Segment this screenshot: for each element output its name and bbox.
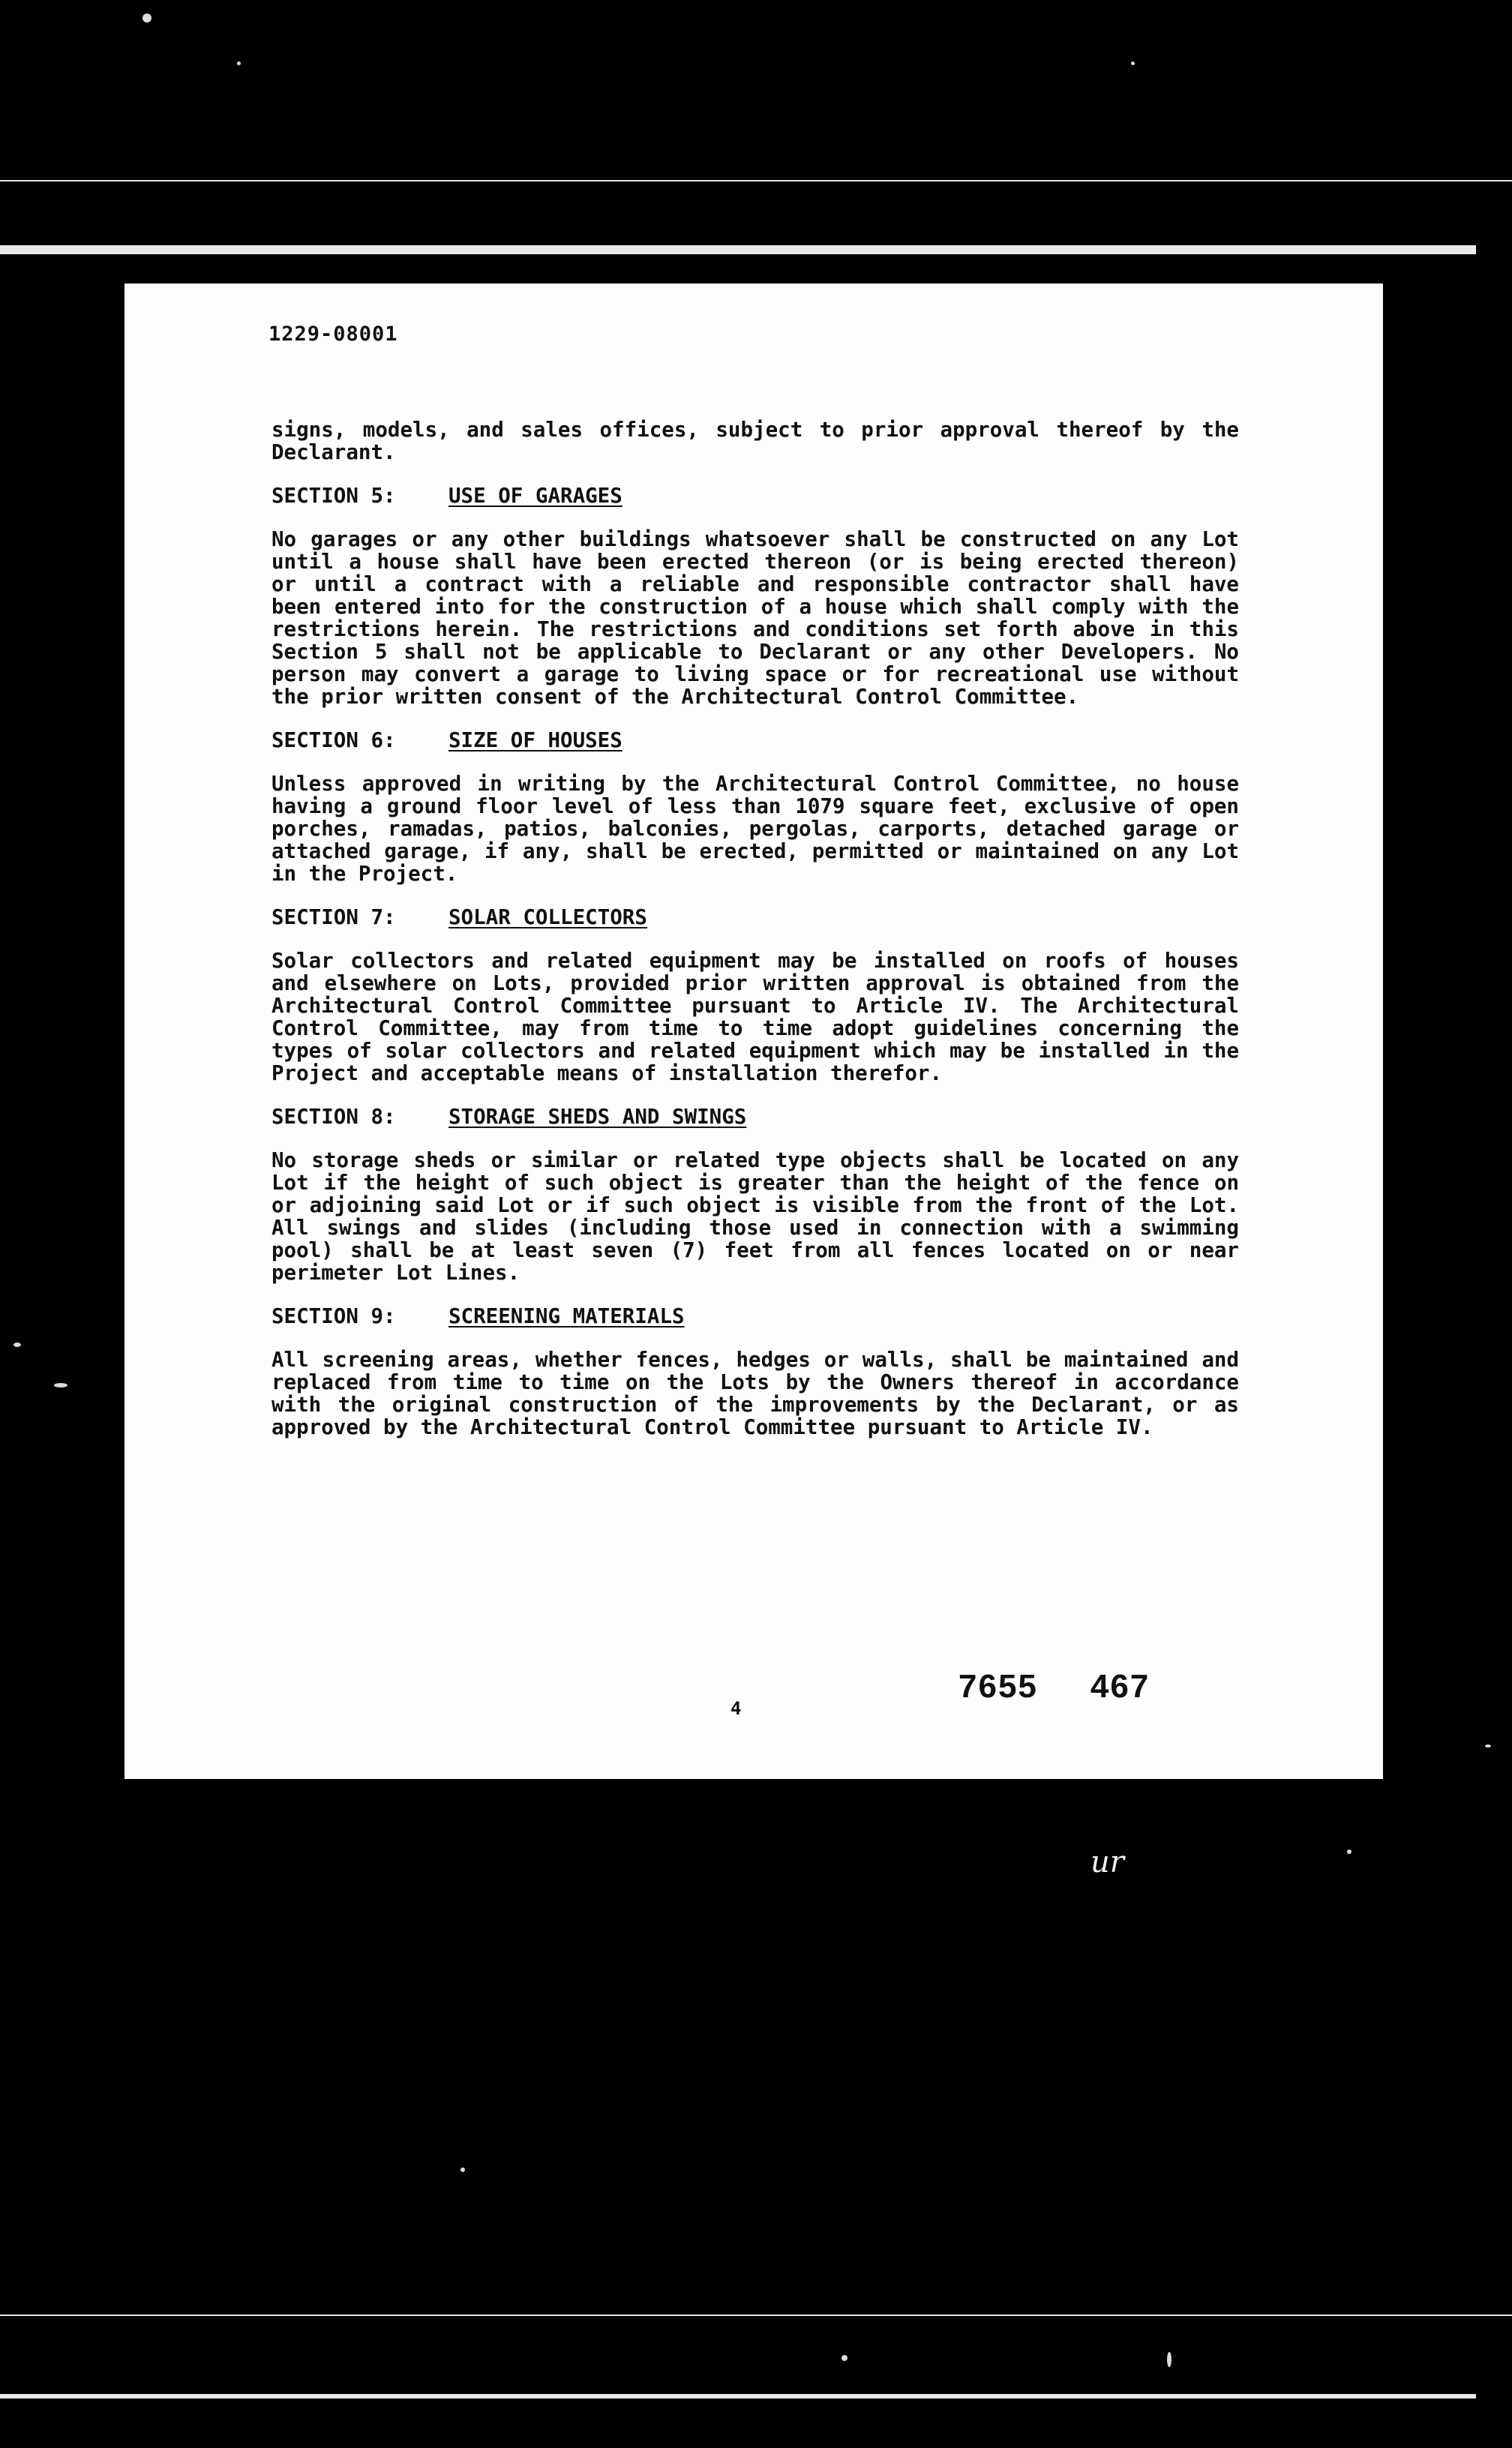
section-9-title: SCREENING MATERIALS	[448, 1304, 685, 1328]
section-8-title: STORAGE SHEDS AND SWINGS	[448, 1105, 747, 1129]
scan-speck	[1347, 1850, 1352, 1854]
scan-speck	[142, 14, 152, 22]
section-9-paragraph: All screening areas, whether fences, hedges or walls, shall be maintained and replaced from time to time on the Lots by the Owners thereof in accordance with the original construction of the improvements by the Declarant, or as approved by the Architectural Control Committee pursuant to Article IV.	[272, 1348, 1239, 1439]
section-6-heading	[272, 729, 1239, 752]
section-7-heading	[272, 906, 1239, 928]
section-9-number: SECTION 9:	[272, 1304, 396, 1328]
document-page	[124, 284, 1383, 1779]
section-5-paragraph: No garages or any other buildings whatsoever shall be constructed on any Lot until a house shall have been erected thereon (or is being erected thereon) or until a contract with a reliable and responsible contractor shall have been entered into for the construction of a house which shall comply with the restrictions herein. The restrictions and conditions set forth above in this Section 5 shall not be applicable to Declarant or any other Developers. No person may convert a garage to living space or for recreational use without the prior written consent of the Architectural Control Committee.	[272, 527, 1239, 709]
section-5-title: USE OF GARAGES	[448, 484, 622, 508]
stamped-reference-number	[958, 1668, 1150, 1706]
scan-border-top-dashed	[0, 180, 1512, 182]
section-5-heading	[272, 484, 1239, 507]
section-7-title: SOLAR COLLECTORS	[448, 905, 647, 929]
scan-speck	[1167, 2352, 1172, 2367]
scan-border-bottom-dashed	[0, 2314, 1512, 2316]
reference-number-book: 7655	[958, 1668, 1038, 1705]
scan-border-top	[0, 245, 1476, 254]
section-7-number: SECTION 7:	[272, 905, 396, 929]
intro-paragraph: signs, models, and sales offices, subject to prior approval thereof by the Declarant.	[272, 418, 1239, 464]
document-id: 1229-08001	[268, 322, 398, 346]
section-6-number: SECTION 6:	[272, 728, 396, 752]
section-8-number: SECTION 8:	[272, 1105, 396, 1129]
section-9-heading	[272, 1305, 1239, 1328]
section-8-heading	[272, 1106, 1239, 1128]
scan-speck	[237, 62, 241, 65]
page-number: 4	[730, 1698, 742, 1719]
scan-speck	[54, 1383, 68, 1388]
scan-speck	[1131, 62, 1135, 65]
scan-speck	[1485, 1744, 1491, 1748]
document-body	[272, 418, 1239, 1460]
handwritten-mark: ur	[1090, 1845, 1124, 1880]
reference-number-page: 467	[1090, 1668, 1150, 1705]
scan-border-bottom	[0, 2394, 1476, 2398]
section-8-paragraph: No storage sheds or similar or related type objects shall be located on any Lot if the height of such object is greater than the height of the fence on or adjoining said Lot or if such object is visible from the front of the Lot. All swings and slides (including those used in connection with a swimming pool) shall be at least seven (7) feet from all fences located on or near perimeter Lot Lines.	[272, 1148, 1239, 1285]
section-6-paragraph: Unless approved in writing by the Architectural Control Committee, no house having a ground floor level of less than 1079 square feet, exclusive of open porches, ramadas, patios, balconies, pergolas, carports, detached garage or attached garage, if any, shall be erected, permitted or maintained on any Lot in the Project.	[272, 772, 1239, 886]
scan-speck	[460, 2168, 465, 2172]
section-5-number: SECTION 5:	[272, 484, 396, 508]
scan-speck	[14, 1342, 21, 1347]
section-6-title: SIZE OF HOUSES	[448, 728, 622, 752]
section-7-paragraph: Solar collectors and related equipment may be installed on roofs of houses and elsewhere on Lots, provided prior written approval is obtained from the Architectural Control Committee pursuant to Article IV. The Architectural Control Committee, may from time to time adopt guidelines concerning the types of solar collectors and related equipment which may be installed in the Project and acceptable means of installation therefor.	[272, 949, 1239, 1085]
scan-speck	[842, 2355, 848, 2361]
